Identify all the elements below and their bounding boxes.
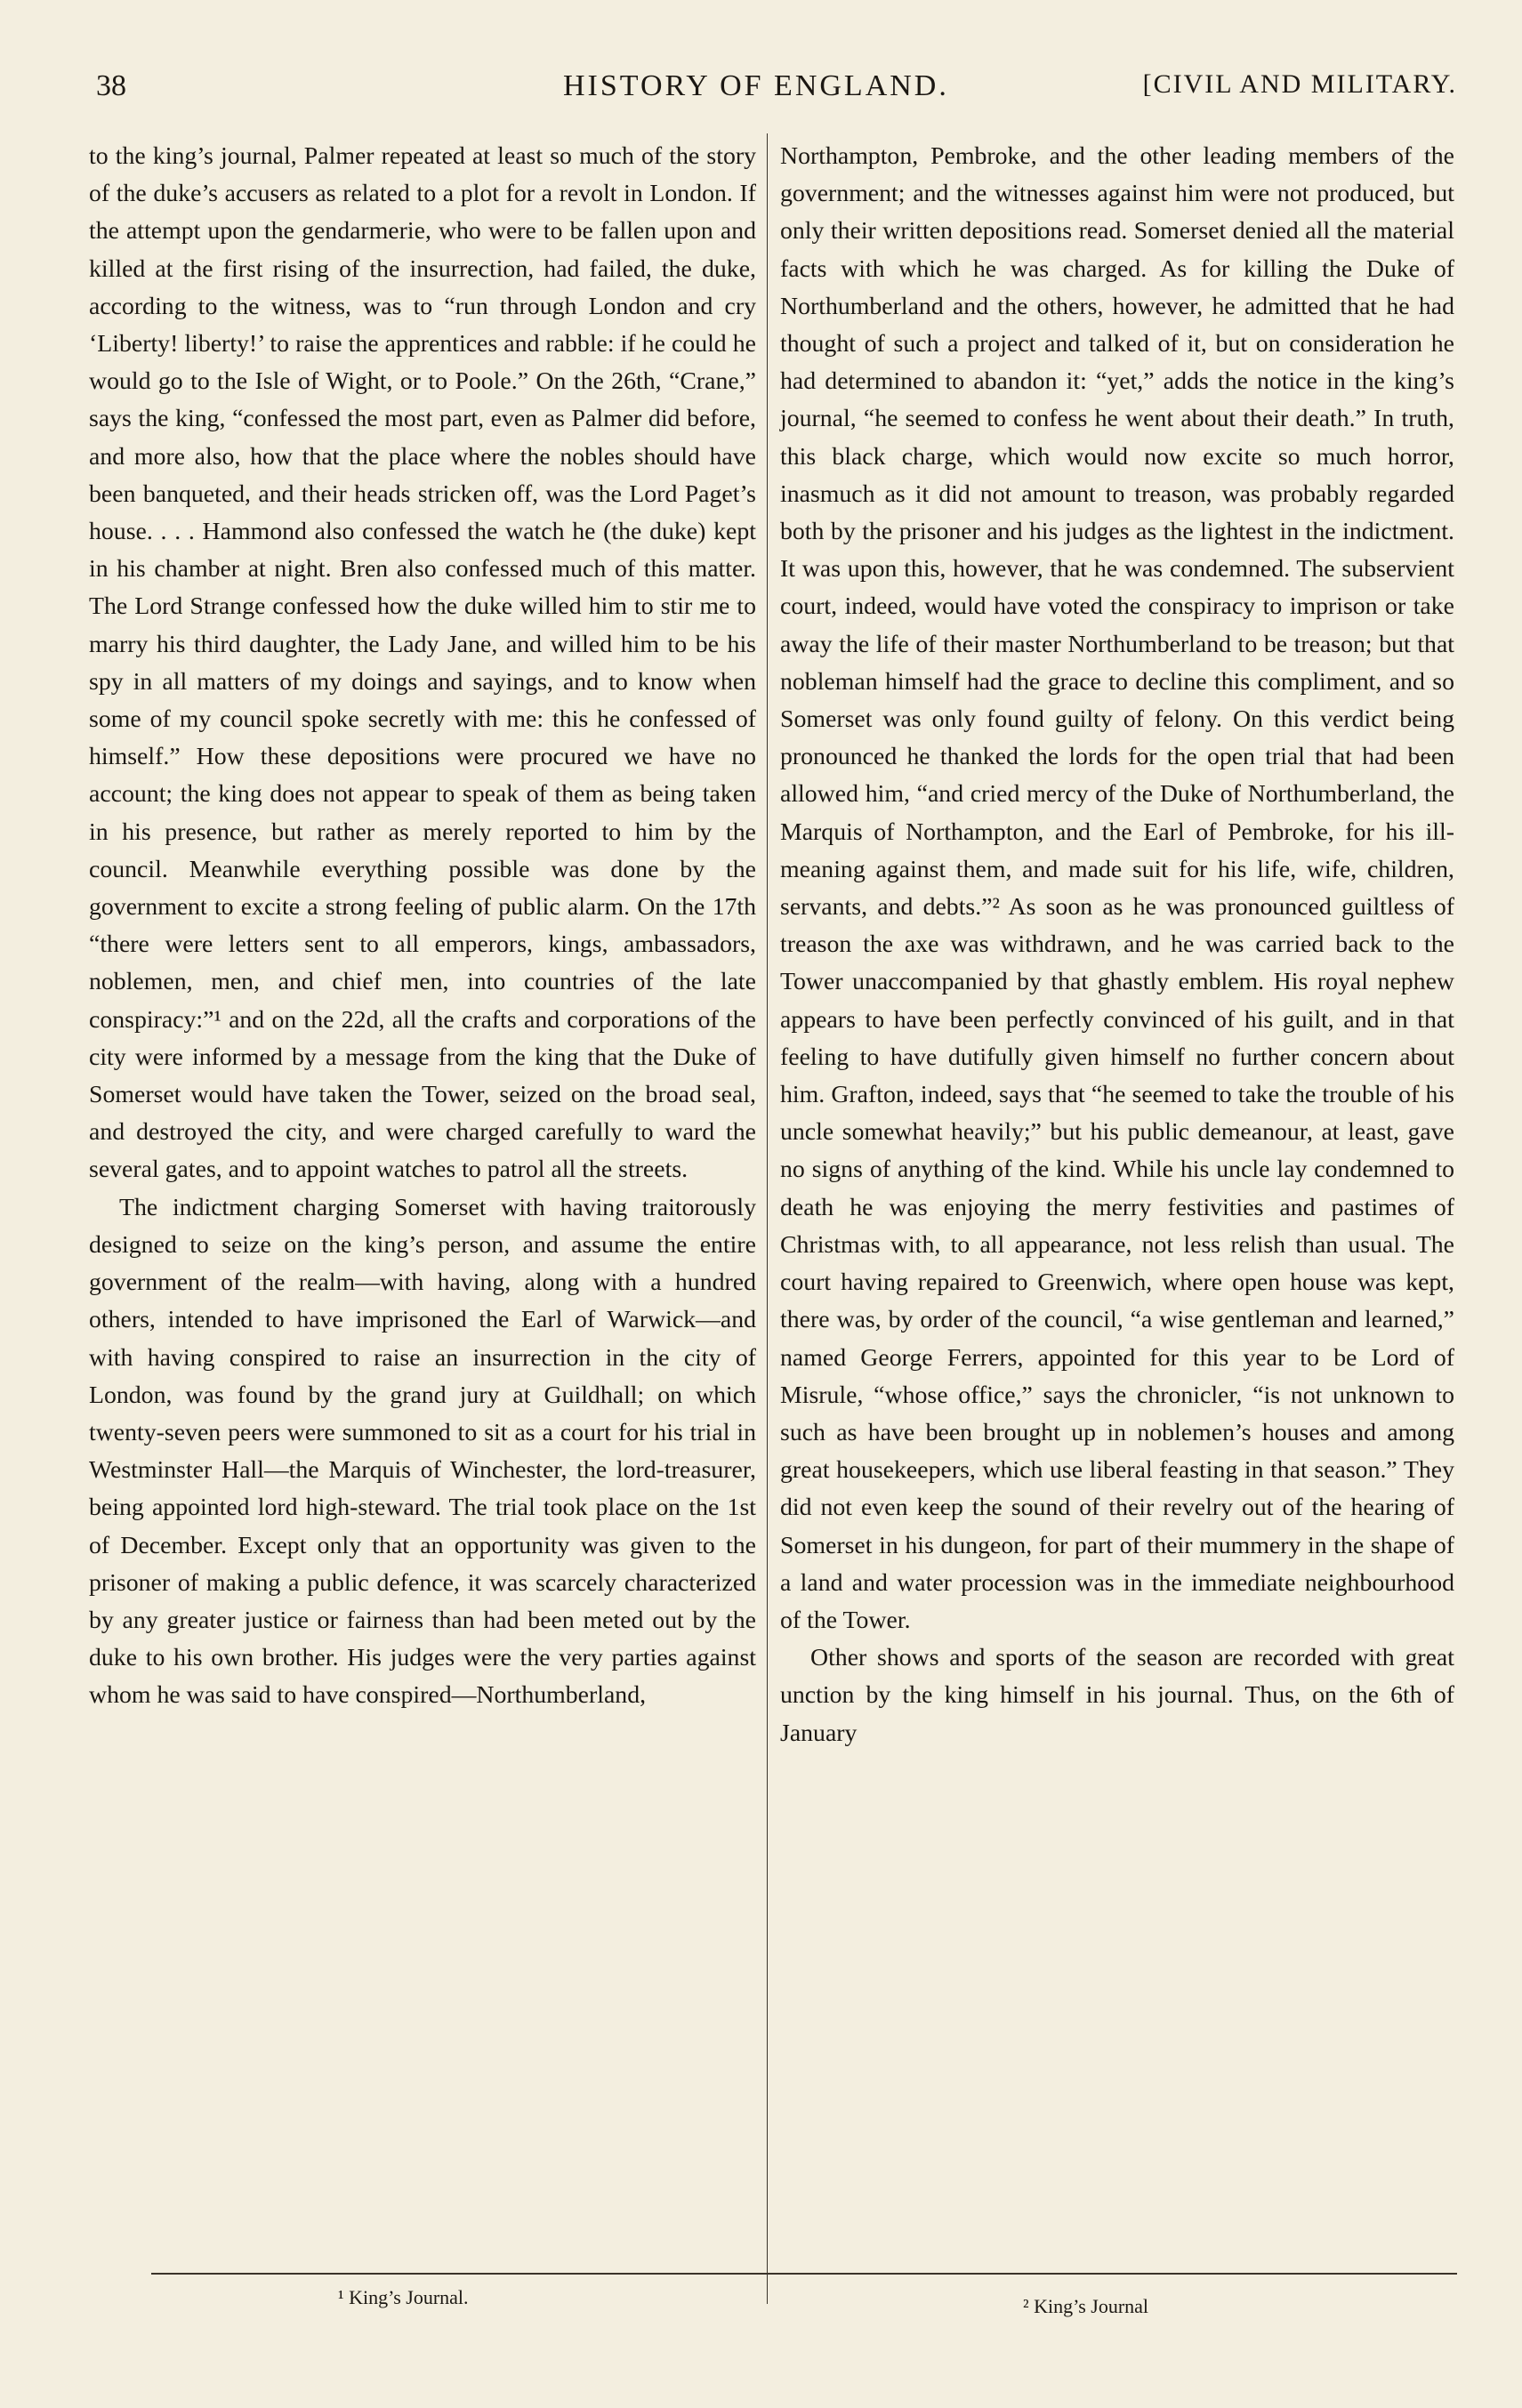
- footnote-left: ¹ King’s Journal.: [338, 2286, 469, 2308]
- page-number: 38: [96, 69, 126, 102]
- section-label: [CIVIL AND MILITARY.: [1142, 69, 1457, 99]
- footnote-rule-left: [151, 2273, 767, 2275]
- footnote-right: ² King’s Journal: [1023, 2295, 1149, 2317]
- left-column: [89, 138, 756, 2264]
- footnote-rule-right: [767, 2273, 1457, 2275]
- left-paragraph-1: to the king’s journal, Palmer repeated at least so much of the story of the duke’s accusers as related to a plot for a revolt in London. If the attempt upon the gendarmerie, who were to be fallen upon and killed at the first rising of the insurrection, had failed, the duke, according to the witness, was to “run through London and cry ‘Liberty! liberty!’ to raise the apprentices and rabble: if he could he would go to the Isle of Wight, or to Poole.” On the 26th, “Crane,” says the king, “confessed the most part, even as Palmer did before, and more also, how that the place where the nobles should have been banqueted, and their heads stricken off, was the Lord Paget’s house. . . . Hammond also confessed the watch he (the duke) kept in his chamber at night. Bren also confessed much of this matter. The Lord Strange confessed how the duke willed him to stir me to marry his third daughter, the Lady Jane, and willed him to be his spy in all matters of my doings and sayings, and to know when some of my council spoke secretly with me: this he confessed of himself.” How these depositions were procured we have no account; the king does not appear to speak of them as being taken in his presence, but rather as merely reported to him by the council. Meanwhile everything possible was done by the government to excite a strong feeling of public alarm. On the 17th “there were letters sent to all emperors, kings, ambassadors, noblemen, men, and chief men, into countries of the late conspiracy:”¹ and on the 22d, all the crafts and corporations of the city were informed by a message from the king that the Duke of Somerset would have taken the Tower, seized on the broad seal, and destroyed the city, and were charged carefully to ward the several gates, and to appoint watches to patrol all the streets.: [89, 142, 756, 1184]
- book-title: HISTORY OF ENGLAND.: [563, 69, 949, 102]
- right-paragraph-2: Other shows and sports of the season are recorded with great unction by the king himself in his journal. Thus, on the 6th of January: [780, 1644, 1454, 1747]
- running-head: [96, 69, 1457, 109]
- column-divider: [767, 133, 768, 2304]
- right-column: [780, 138, 1454, 2264]
- right-paragraph-1: Northampton, Pembroke, and the other leading members of the government; and the witnesses against him were not produced, but only their written depositions read. Somerset denied all the material facts with which he was charged. As for killing the Duke of Northumberland and the others, however, he admitted that he had thought of such a project and talked of it, but on consideration he had determined to abandon it: “yet,” adds the notice in the king’s journal, “he seemed to confess he went about their death.” In truth, this black charge, which would now excite so much horror, inasmuch as it did not amount to treason, was probably regarded both by the prisoner and his judges as the lightest in the indictment. It was upon this, however, that he was condemned. The subservient court, indeed, would have voted the conspiracy to imprison or take away the life of their master Northumberland to be treason; but that nobleman himself had the grace to decline this compliment, and so Somerset was only found guilty of felony. On this verdict being pronounced he thanked the lords for the open trial that had been allowed him, “and cried mercy of the Duke of Northumberland, the Marquis of Northampton, and the Earl of Pembroke, for his ill-meaning against them, and made suit for his life, wife, children, servants, and debts.”² As soon as he was pronounced guiltless of treason the axe was withdrawn, and he was carried back to the Tower unaccompanied by that ghastly emblem. His royal nephew appears to have been perfectly convinced of his guilt, and in that feeling to have dutifully given himself no further concern about him. Grafton, indeed, says that “he seemed to take the trouble of his uncle somewhat heavily;” but his public demeanour, at least, gave no signs of anything of the kind. While his uncle lay condemned to death he was enjoying the merry festivities and pastimes of Christmas with, to all appearance, not less relish than usual. The court having repaired to Greenwich, where open house was kept, there was, by order of the council, “a wise gentleman and learned,” named George Ferrers, appointed for this year to be Lord of Misrule, “whose office,” says the chronicler, “is not unknown to such as have been brought up in noblemen’s houses and among great housekeepers, which use liberal feasting in that season.” They did not even keep the sound of their revelry out of the hearing of Somerset in his dungeon, for part of their mummery in the shape of a land and water procession was in the immediate neighbourhood of the Tower.: [780, 142, 1454, 1634]
- left-paragraph-2: The indictment charging Somerset with having traitorously designed to seize on the king’s person, and assume the entire government of the realm—with having, along with a hundred others, intended to have imprisoned the Earl of Warwick—and with having conspired to raise an insurrection in the city of London, was found by the grand jury at Guildhall; on which twenty-seven peers were summoned to sit as a court for his trial in Westminster Hall—the Marquis of Winchester, the lord-treasurer, being appointed lord high-steward. The trial took place on the 1st of December. Except only that an opportunity was given to the prisoner of making a public defence, it was scarcely characterized by any greater justice or fairness than had been meted out by the duke to his own brother. His judges were the very parties against whom he was said to have conspired—Northumberland,: [89, 1193, 756, 1710]
